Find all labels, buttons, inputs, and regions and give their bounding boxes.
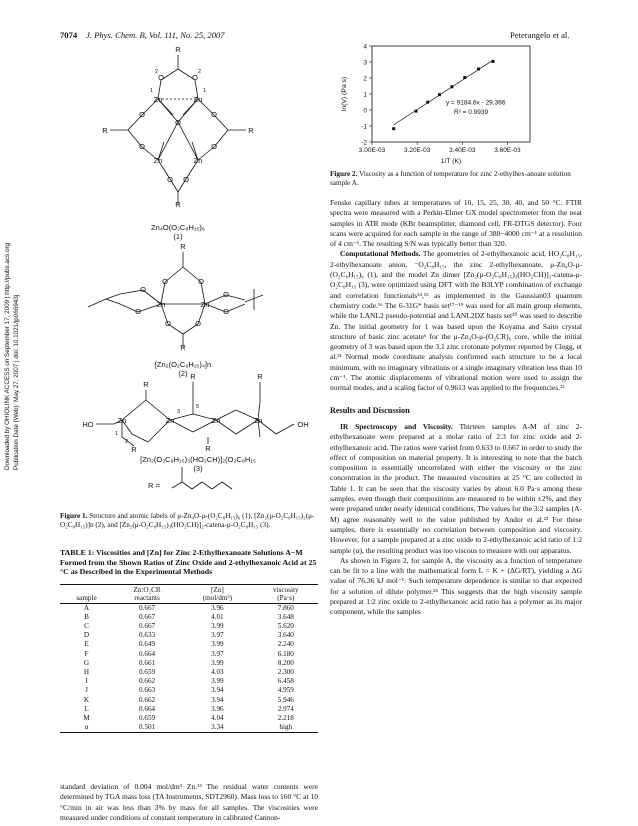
data-point (491, 60, 494, 63)
structure1-formula: Zn₄O(O₂C₈H₁₅)₆ (151, 223, 205, 232)
table-cell: 0.661 (138, 658, 156, 667)
data-point (438, 93, 441, 96)
svg-text:O: O (223, 307, 229, 316)
paragraph-experimental: Fenske capillary tubes at temperatures of 10, 15, 25, 30, 40, and 50 °C. FTIR spectra were measured with a Perkin-Elmer GX model spectrometer from the neat samples in ATR mode (KBr beamsplitter, diamond cell, FR-DTGS detector). Four scans were acquired for each sample in the range of 380−4000 cm⁻¹ at a resolution of 4 cm⁻¹. The resulting S/N was typically better than 320. (330, 198, 582, 249)
svg-text:Zn: Zn (153, 95, 163, 104)
svg-text:1: 1 (115, 431, 119, 437)
data-point (392, 127, 395, 130)
y-tick-label: 0 (363, 107, 367, 115)
table-row (60, 677, 318, 686)
svg-text:Zn: Zn (165, 416, 175, 425)
table-cell: 0.667 (138, 603, 156, 612)
left-column-text: standard deviation of 0.004 mol/dm³ Zn.¹³ The residual water contents were determined by TGA mass loss (TA Instruments, SDT2960). Mass loss to 160 °C at 10 °C/min in air was less than 3% by mass for all samples. The viscosities were measured under conditions of constant temperature in calibrated Cannon- (60, 782, 318, 822)
table1-body (60, 603, 318, 733)
svg-text:O: O (175, 118, 181, 127)
svg-text:Zn: Zn (253, 416, 263, 425)
table-cell: 3.96 (211, 704, 224, 713)
svg-text:R: R (190, 372, 196, 381)
paragraph-ir-viscosity: IR Spectroscopy and Viscosity. Thirteen samples A-M of zinc 2-ethylhexanoate were prepared at a molar ratio of 2:3 for zinc oxide and 2-ethylhexanoic acid. The ratios were varied from 0.633 to 0.667 in order to study the effect of composition on material property. It is interesting to note that the batch composition is essentially uncorrelated with either the viscosity or the zinc concentration in the product. The measured viscosities at 25 °C are collected in Table 1. It can be seen that the viscosity varies by about 6.0 Pa·s among these samples, even though their compositions are measured to be within ±2%, and they were prepared under nearly identical conditions. The values for the 3:2 samples (A-M) agree reasonably well to the value published by Andor et al.²³ For these samples, there is essentially no correlation between composition and viscosity. However, for a sample prepared at a zinc oxide to 2-ethylhexanoic acid ratio of 1:2 sample (α), the resulting product was too viscous to measure with our apparatus. (330, 421, 582, 555)
table-row (60, 723, 318, 733)
journal-reference: J. Phys. Chem. B, Vol. 111, No. 25, 2007 (86, 30, 225, 40)
table-cell: J (85, 686, 88, 695)
table-cell: 0.662 (138, 677, 156, 686)
table-row (60, 603, 318, 613)
table-cell: 2.218 (277, 713, 294, 722)
y-tick-label: 3 (363, 59, 367, 67)
table-cell: A (83, 603, 90, 612)
table-cell: 6.180 (277, 649, 294, 658)
svg-text:O: O (195, 319, 201, 328)
table-cell: 3.99 (211, 640, 224, 649)
table-cell: B (84, 612, 89, 621)
figure1-caption-text: Structure and atomic labels of μ-Zn₄O-μ-(O₂C₈H₁₅)₆ (1), [Zn₂(μ-O₂C₈H₁₅)₂(μ-O₂C₈H₁₅)]n (2), and [Zn₂(μ-O₂C₈H₁₅)₃(HO₂CH)]₂-catena-μ-O₂C₈H₁₅ (3). (60, 512, 315, 529)
svg-text:R =: R = (148, 481, 160, 490)
y-tick-label: 1 (363, 91, 367, 99)
table-row (60, 631, 318, 640)
data-point (426, 101, 429, 104)
svg-text:O: O (139, 110, 145, 119)
table-cell: 3.97 (211, 649, 224, 658)
svg-text:O: O (211, 142, 217, 151)
data-point (415, 110, 418, 113)
svg-text:O: O (158, 73, 164, 82)
svg-text:O: O (162, 277, 168, 286)
svg-text:R: R (180, 242, 186, 251)
svg-text:O: O (140, 285, 146, 294)
table-cell: E (84, 640, 89, 649)
table-row (60, 714, 318, 723)
structure3-formula: [Zn₂(O₂C₈H₁₅)₃(HO₂CH)]₂(O₂C₈H₁₅ (140, 455, 256, 464)
y-tick-label: -1 (361, 123, 367, 131)
svg-text:Zn: Zn (193, 156, 203, 165)
svg-text:R: R (248, 126, 254, 135)
figure2-caption-label: Figure 2. (330, 170, 358, 178)
table-cell: C (84, 621, 89, 630)
table1-header-sample: sample (76, 593, 97, 602)
table-cell: 3.99 (211, 621, 224, 630)
download-notice (4, 243, 21, 470)
table-cell: D (83, 631, 90, 640)
svg-text:Zn: Zn (200, 300, 210, 309)
table-cell: 8.200 (277, 658, 294, 667)
table-cell: 3.96 (211, 603, 224, 612)
svg-text:Zn: Zn (193, 95, 203, 104)
trendline-equation: y = 9184.6x - 29.366 (446, 99, 506, 107)
paragraph-computational: Computational Methods. The geometries of 2-ethylhexanoic acid, HO₂C₈H₁₅, 2-ethylhexanoate anion, ⁻O₂C₈H₁₅, the zinc 2-ethylhexanoate, μ-Zn₄O-μ-(O₂C₈H₁₅)₆ (1), and the model Zn dimer [Zn₂(μ-O₂C₈H₁₅)₃(HO₂CH)]₂-catena-μ-O₂C₈H₁₅ (3), were optimized using DFT with the B3LYP combination of exchange and correlation functionals¹⁴,¹⁵ as implemented in the Gaussian03 quantum chemistry code.¹⁶ The 6-31G* basis set¹⁷⁻¹⁹ was used for all main group elements, while the LANL2 pseudo-potential and LANL2DZ basis set²⁰ was used to describe Zn. The initial geometry for 1 was based upon the Koyama and Saito crystal structure of basic zinc acetate⁶ for the μ-Zn₄O-μ-(O₂CR)₆ core, while the initial geometry of 3 was based upon the 3,1 zinc crotonate polymer reported by Clegg, et al.²¹ Normal mode coordinate analysis confirmed each structure to be a local minimum, with no imaginary vibrations or a single imaginary vibration less than 10 cm⁻¹. The atomic displacements of vibrational motion were used to assign the normal modes, and a scaling factor of 0.9613 was applied to the frequencies.²² (330, 249, 582, 393)
table-cell: 0.501 (138, 723, 156, 732)
table-row (60, 659, 318, 668)
table-cell: 3.94 (211, 686, 224, 695)
data-point (463, 76, 466, 79)
table1-header-ratio: Zn:O₂CR reactants (133, 586, 161, 602)
svg-text:R: R (102, 126, 108, 135)
table-cell: 0.667 (138, 612, 156, 621)
figure1-structures (58, 42, 320, 510)
plot-frame (372, 46, 530, 142)
table-cell: 3.648 (277, 612, 294, 621)
svg-text:HO: HO (82, 420, 94, 429)
svg-text:O: O (135, 307, 141, 316)
table1 (60, 584, 318, 733)
structure3-number: (3) (193, 464, 203, 473)
svg-text:Zn: Zn (153, 156, 163, 165)
table-cell: 2.300 (277, 667, 294, 676)
structure2-number: (2) (178, 369, 188, 378)
table-cell: high (279, 723, 293, 732)
figure1-caption-label: Figure 1. (60, 512, 88, 520)
svg-text:2: 2 (125, 439, 129, 445)
svg-text:O: O (183, 175, 189, 184)
structure1-number: (1) (173, 232, 183, 241)
svg-text:R: R (205, 444, 211, 453)
table-row (60, 686, 318, 695)
svg-text:O: O (198, 277, 204, 286)
svg-text:Zn: Zn (156, 300, 166, 309)
svg-text:2: 2 (198, 69, 202, 75)
data-point (450, 85, 453, 88)
table-cell: 3.94 (211, 695, 224, 704)
figure2-chart (336, 38, 542, 168)
svg-text:Zn: Zn (211, 416, 221, 425)
table-cell: 0.663 (138, 686, 156, 695)
svg-text:R: R (180, 343, 186, 352)
x-axis-label: 1/T (K) (440, 158, 462, 165)
figure2-caption (330, 170, 580, 188)
svg-text:R: R (131, 445, 137, 454)
svg-text:O: O (192, 73, 198, 82)
table1-header-zn: [Zn] (mol/dm³) (202, 586, 232, 602)
y-tick-label: 2 (363, 75, 367, 83)
table-cell: 2.974 (277, 704, 294, 713)
table-cell: 0.664 (138, 649, 156, 658)
svg-text:1: 1 (150, 88, 154, 94)
table-cell: 0.662 (138, 695, 156, 704)
table-cell: I (85, 677, 88, 686)
table-cell: α (84, 723, 89, 732)
x-tick-label: 3.40E-03 (449, 147, 476, 154)
svg-text:2: 2 (155, 69, 159, 75)
table-cell: 4.959 (277, 686, 294, 695)
structure2-formula: [Zn₂(O₂C₈H₁₅)₄]n (154, 360, 212, 369)
table-cell: 7.860 (277, 603, 294, 612)
table-row (60, 668, 318, 677)
computational-heading: Computational Methods. (340, 249, 421, 259)
svg-text:R: R (257, 372, 263, 381)
results-heading: Results and Discussion (330, 405, 410, 415)
y-tick-label: -2 (361, 139, 367, 147)
table-cell: 0.633 (138, 631, 156, 640)
table-cell: 0.664 (138, 704, 156, 713)
table-row (60, 622, 318, 631)
table-cell: 3.34 (211, 723, 224, 732)
download-notice-line2: Publication Date (Web): May 27, 2007 | doi: 10.1021/jp066943j (12, 294, 20, 470)
y-axis-label: ln(V) (Pa s) (341, 76, 348, 112)
svg-text:O: O (167, 175, 173, 184)
table-cell: K (83, 695, 90, 704)
download-notice-line1: Downloaded by OHIOLINK ACCESS on September 17, 2009 | http://pubs.acs.org (4, 242, 11, 470)
svg-text:R: R (143, 380, 149, 389)
svg-text:O: O (165, 319, 171, 328)
table-cell: 0.659 (138, 667, 156, 676)
x-tick-label: 3.20E-03 (403, 147, 431, 154)
svg-text:R: R (175, 45, 181, 54)
table-cell: 6.458 (277, 677, 294, 686)
table-cell: 2.240 (277, 640, 294, 649)
table-cell: M (83, 713, 90, 722)
svg-text:O: O (211, 110, 217, 119)
table-row (60, 613, 318, 622)
y-tick-label: 4 (363, 43, 367, 51)
svg-text:O: O (223, 290, 229, 299)
paragraph-figure2-discussion: As shown in Figure 2, for sample A, the viscosity as a function of temperature can be fit to a line with the mathematical form L = K + (ΔG/RT), yielding a ΔG value of 76.36 kJ mol⁻¹. Such temperature dependence is similar to that expected for a solution of dilute polymer.²⁴ This suggests that the high viscosity sample prepared at 1:2 zinc oxide to 2-ethylhexanoic acid ratio has a polymer as its major component, while the samples (330, 555, 582, 617)
table-cell: 4.03 (211, 667, 224, 676)
table-cell: 4.04 (211, 713, 224, 722)
svg-text:OH: OH (297, 420, 309, 429)
table1-title: TABLE 1: Viscosities and [Zn] for Zinc 2-Ethylhexanoate Solutions A−M Formed from the Shown Ratios of Zinc Oxide and 2-ethylhexanoic Acid at 25 °C as Described in the Experimental Methods (60, 548, 317, 577)
table-row (60, 640, 318, 649)
table-cell: L (84, 704, 89, 713)
table-row (60, 705, 318, 714)
table1-header-viscosity: viscosity (Pa·s) (273, 586, 299, 602)
svg-text:Zn: Zn (117, 416, 127, 425)
svg-text:1: 1 (203, 88, 207, 94)
svg-text:O: O (139, 142, 145, 151)
x-tick-label: 3.60E-03 (494, 147, 521, 154)
x-tick-label: 3.00E-03 (358, 147, 386, 154)
data-point (477, 68, 480, 71)
table-cell: 4.01 (211, 612, 224, 621)
svg-text:R: R (175, 200, 181, 209)
table-cell: 3.640 (277, 631, 294, 640)
table-row (60, 696, 318, 705)
table-row (60, 650, 318, 659)
right-column-text (330, 198, 582, 618)
table-cell: 0.659 (138, 713, 156, 722)
ir-heading: IR Spectroscopy and Viscosity. (340, 421, 453, 431)
table-cell: 0.649 (138, 640, 156, 649)
svg-text:5: 5 (196, 404, 200, 410)
table-cell: 5.946 (277, 695, 294, 704)
table-cell: 5.620 (277, 621, 294, 630)
svg-text:3: 3 (177, 409, 181, 415)
page-number: 7074 (60, 30, 78, 40)
table-cell: 3.97 (211, 631, 224, 640)
table-cell: 0.667 (138, 621, 156, 630)
table-cell: G (83, 658, 90, 667)
table-cell: 3.99 (211, 677, 224, 686)
r-squared-label: R² = 0.9939 (454, 109, 489, 116)
figure2-caption-text: Viscosity as a function of temperature for zinc 2-ethylhex-anoate solution sample A. (330, 170, 571, 187)
table-cell: F (84, 649, 89, 658)
author-header: Peterangelo et al. (510, 30, 570, 40)
table-cell: H (83, 667, 90, 676)
table-cell: 3.99 (211, 658, 224, 667)
figure1-caption (60, 512, 318, 530)
